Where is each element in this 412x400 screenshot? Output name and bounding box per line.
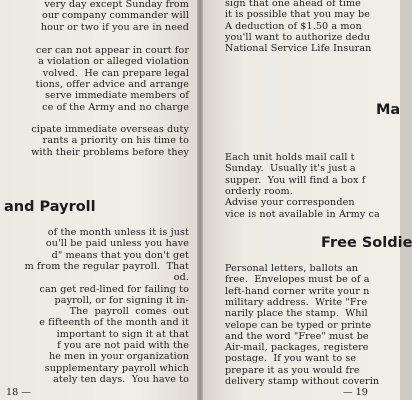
section-heading: Ma [376,102,401,118]
text-line: important to sign it at that [56,328,189,340]
text-line: vice is not available in Army ca [225,208,380,220]
text-line: orderly room. [225,185,293,197]
text-line: National Service Life Insuran [225,43,372,55]
text-line: e fifteenth of the month and it [39,317,189,329]
text-line: prepare it as you would fre [225,364,360,376]
text-line: free. Envelopes must be of a [225,274,370,286]
text-line: payroll, or for signing it in- [54,294,189,306]
text-line: cipate immediate overseas duty [31,124,189,135]
text-line: serve immediate members of [45,90,189,102]
text-line: Air-mail, packages, registere [225,342,369,354]
text-line: od. [173,272,189,284]
text-line: with their problems before they [31,146,189,158]
text-line: d" means that you don't get [51,249,189,261]
text-line: ou'll be paid unless you have [45,238,189,250]
text-line: very day except Sunday from [44,0,189,10]
text-line: you'll want to authorize dedu [225,31,371,43]
text-line: ately ten days. You have to [53,373,189,385]
text-line: military address. Write "Fre [225,296,368,308]
text-line: narily place the stamp. Whil [225,308,368,320]
text-line: Each unit holds mail call t [225,152,355,163]
text-line: tions, offer advice and arrange [35,78,189,90]
text-line: he men in your organization [48,351,189,363]
text-line: The payroll comes out [69,306,189,318]
text-line: a violation or alleged violation [38,56,189,68]
section-heading: Free Soldie [321,235,412,251]
text-line: can get red-lined for failing to [39,283,189,295]
text-line: cer can not appear in court for [35,45,189,56]
text-line: Sunday. Usually it's just a [225,163,356,175]
text-line: and the word "Free" must be [225,330,369,342]
page-number: 18 — [6,387,31,398]
text-line: delivery stamp without coverin [225,376,380,387]
left-page [0,0,197,400]
page-number: — 19 [343,387,368,398]
text-line: ce of the Army and no charge [42,101,189,113]
text-line: supper. You will find a box f [225,174,366,186]
text-line: our company commander will [41,10,189,22]
text-line: A deduction of $1.50 a mon [225,20,362,32]
text-line: left-hand corner write your n [225,285,370,297]
section-heading: and Payroll [4,199,96,215]
text-line: velope can be typed or printe [225,319,372,331]
right-page [203,0,412,400]
text-line: hour or two if you are in need [40,21,189,33]
text-line: m from the regular payroll. That [24,260,189,272]
text-line: it is possible that you may be [225,9,370,21]
text-line: Advise your corresponden [225,197,355,209]
text-line: rants a priority on his time to [42,135,189,147]
text-line: supplementary payroll which [44,362,189,374]
text-line: of the month unless it is just [47,227,189,238]
text-line: Personal letters, ballots an [225,263,359,274]
text-line: sign that one ahead of time [225,0,361,9]
text-line: f you are not paid with the [57,340,189,351]
text-line: postage. If you want to se [225,353,357,365]
text-line: volved. He can prepare legal [42,67,189,79]
